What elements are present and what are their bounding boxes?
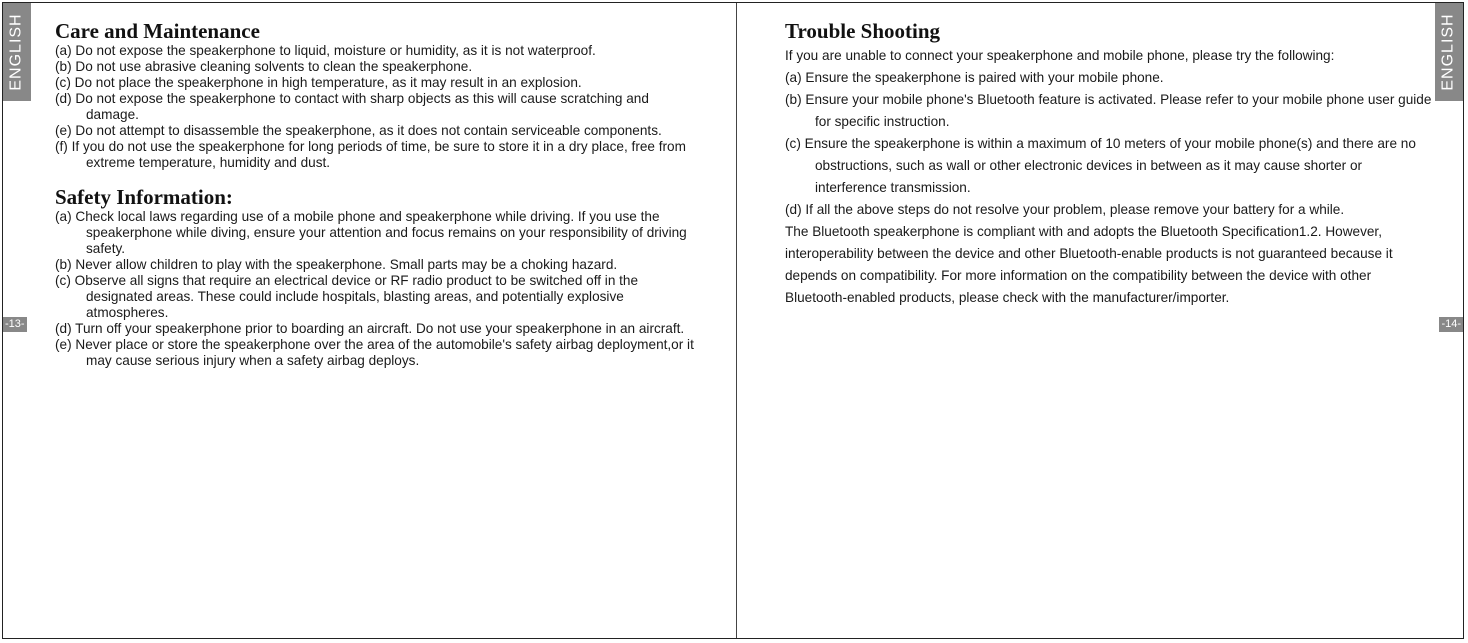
list-item: (e) Do not attempt to disassemble the speakerphone, as it does not contain serviceable components.	[55, 123, 662, 138]
list-item: (b) Ensure your mobile phone's Bluetooth feature is activated. Please refer to your mobile phone user guide for specific instruction.	[785, 92, 1432, 129]
left-page	[55, 19, 695, 369]
page-divider	[736, 3, 737, 638]
list-item: (a) Do not expose the speakerphone to liquid, moisture or humidity, as it is not waterproof.	[55, 43, 596, 58]
manual-spread	[2, 2, 1464, 639]
list-item: (c) Ensure the speakerphone is within a maximum of 10 meters of your mobile phone(s) and there are no obstructions, such as wall or other electronic devices in between as it may cause shorter or interference transmission.	[785, 136, 1416, 195]
list-item: (e) Never place or store the speakerphone over the area of the automobile's safety airbag deployment,or it may cause serious injury when a safety airbag deploys.	[55, 337, 694, 368]
safety-list	[55, 209, 695, 369]
section-title-safety: Safety Information:	[55, 185, 233, 209]
intro-paragraph: If you are unable to connect your speakerphone and mobile phone, please try the following:	[785, 48, 1335, 63]
language-tab-right	[1435, 3, 1463, 101]
language-tab-label: ENGLISH	[8, 13, 25, 91]
list-item: (c) Do not place the speakerphone in high temperature, as it may result in an explosion.	[55, 75, 582, 90]
language-tab-left	[3, 3, 31, 101]
list-item: (d) Do not expose the speakerphone to contact with sharp objects as this will cause scratching and damage.	[55, 91, 649, 122]
compliance-paragraph: The Bluetooth speakerphone is compliant with and adopts the Bluetooth Specification1.2. However, interoperability between the device and other Bluetooth-enable products is not guaranteed because it depends on compatibility. For more information on the compatibility between the device with other Bluetooth-enabled products, please check with the manufacturer/importer.	[785, 224, 1393, 305]
care-list	[55, 43, 695, 171]
list-item: (c) Observe all signs that require an electrical device or RF radio product to be switched off in the designated areas. These could include hospitals, blasting areas, and potentially explosive atmospheres.	[55, 273, 639, 320]
page-number-left: -13-	[5, 318, 25, 330]
list-item: (a) Check local laws regarding use of a mobile phone and speakerphone while driving. If you use the speakerphone while diving, ensure your attention and focus remains on your responsibility of driving safety.	[55, 209, 687, 256]
list-item: (d) If all the above steps do not resolve your problem, please remove your battery for a while.	[785, 202, 1345, 217]
section-title-care: Care and Maintenance	[55, 19, 260, 43]
page-number-right: -14-	[1441, 318, 1461, 330]
list-item: (b) Do not use abrasive cleaning solvents to clean the speakerphone.	[55, 59, 473, 74]
section-title-troubleshooting: Trouble Shooting	[785, 19, 941, 43]
language-tab-label: ENGLISH	[1440, 13, 1457, 91]
list-item: (b) Never allow children to play with the speakerphone. Small parts may be a choking hazard.	[55, 257, 618, 272]
list-item: (d) Turn off your speakerphone prior to boarding an aircraft. Do not use your speakerphone in an aircraft.	[55, 321, 685, 336]
troubleshooting-list	[785, 67, 1433, 221]
right-page	[785, 19, 1433, 309]
list-item: (f) If you do not use the speakerphone for long periods of time, be sure to store it in a dry place, free from extreme temperature, humidity and dust.	[55, 139, 686, 170]
list-item: (a) Ensure the speakerphone is paired with your mobile phone.	[785, 70, 1164, 85]
